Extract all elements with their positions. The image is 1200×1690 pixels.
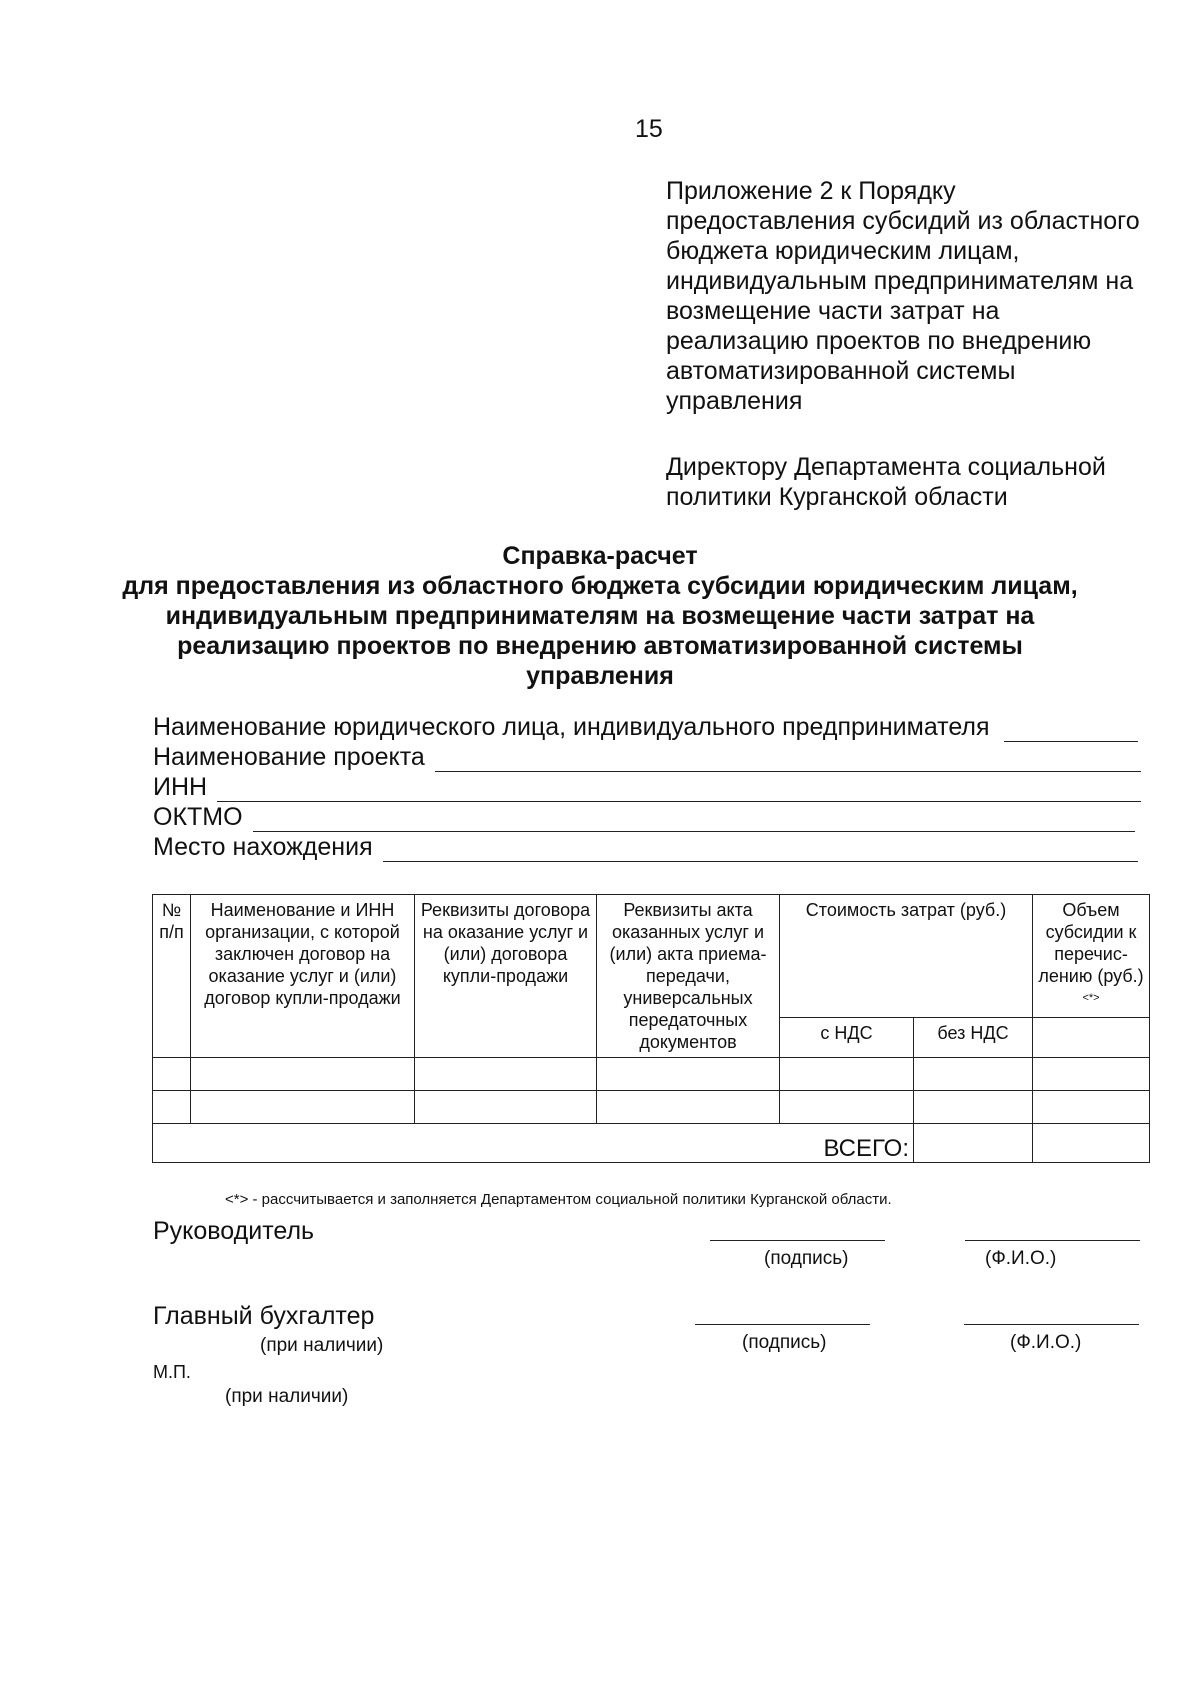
chief-accountant-title: Главный бухгалтер xyxy=(153,1302,375,1330)
header-number: № п/п xyxy=(153,895,191,1058)
title-line: для предоставления из областного бюджета субсидии юридическим лицам, xyxy=(122,572,1078,600)
document-title xyxy=(100,541,1100,691)
annex-line: автоматизированной системы xyxy=(666,357,1016,385)
table-cell[interactable] xyxy=(153,1091,191,1124)
annex-line: предоставления субсидий из областного xyxy=(666,207,1140,235)
chief-accountant-note: (при наличии) xyxy=(260,1335,384,1356)
table-header-row xyxy=(153,895,1150,1018)
table-cell[interactable] xyxy=(1033,1091,1150,1124)
footnote: <*> - рассчитывается и заполняется Департаментом социальной политики Курганской области. xyxy=(225,1191,892,1208)
table-cell[interactable] xyxy=(914,1091,1033,1124)
annex-line: Приложение 2 к Порядку xyxy=(666,177,956,205)
head-signature-caption: (подпись) xyxy=(764,1248,849,1269)
total-subsidy-cell[interactable] xyxy=(1033,1124,1150,1163)
project-name-input-line[interactable] xyxy=(435,749,1141,772)
oktmo-label: ОКТМО xyxy=(153,803,243,831)
page-number: 15 xyxy=(635,115,663,143)
project-name-label: Наименование проекта xyxy=(153,743,425,771)
header-organization: Наименование и ИНН организации, с которой заключен договор на оказание услуг и (или) договор купли-продажи xyxy=(191,895,415,1058)
addressee xyxy=(666,452,1186,512)
table-total-row xyxy=(153,1124,1150,1163)
title-line: управления xyxy=(526,662,674,690)
title-line: индивидуальным предпринимателям на возмещение части затрат на xyxy=(165,602,1035,630)
table-cell[interactable] xyxy=(153,1058,191,1091)
table-cell[interactable] xyxy=(780,1058,914,1091)
table-cell[interactable] xyxy=(191,1091,415,1124)
org-name-field xyxy=(153,712,1138,742)
chief-accountant-signature-line[interactable] xyxy=(695,1324,870,1325)
table-cell[interactable] xyxy=(780,1091,914,1124)
addressee-line: политики Курганской области xyxy=(666,483,1008,511)
header-cost: Стоимость затрат (руб.) xyxy=(780,895,1033,1018)
header-cost-with-vat: с НДС xyxy=(780,1018,914,1058)
table-cell[interactable] xyxy=(914,1058,1033,1091)
chief-accountant-name-line[interactable] xyxy=(964,1324,1139,1325)
org-name-label: Наименование юридического лица, индивидуального предпринимателя xyxy=(153,713,990,741)
annex-line: управления xyxy=(666,387,803,415)
cost-table xyxy=(152,894,1150,1163)
header-subsidy-empty xyxy=(1033,1018,1150,1058)
table-cell[interactable] xyxy=(415,1058,597,1091)
location-field xyxy=(153,832,1138,862)
table-cell[interactable] xyxy=(191,1058,415,1091)
table-cell[interactable] xyxy=(597,1091,780,1124)
table-row xyxy=(153,1091,1150,1124)
total-label: ВСЕГО: xyxy=(153,1124,914,1163)
annex-reference xyxy=(666,176,1186,416)
annex-line: реализацию проектов по внедрению xyxy=(666,327,1092,355)
location-input-line[interactable] xyxy=(383,839,1138,862)
annex-line: возмещение части затрат на xyxy=(666,297,1000,325)
header-subsidy-label: Объем субсидии к перечис-лению (руб.) xyxy=(1038,900,1144,986)
table-cell[interactable] xyxy=(415,1091,597,1124)
seal-label: М.П. xyxy=(153,1362,191,1382)
location-label: Место нахождения xyxy=(153,833,373,861)
inn-label: ИНН xyxy=(153,773,208,801)
head-name-caption: (Ф.И.О.) xyxy=(985,1248,1057,1269)
head-signatory-title: Руководитель xyxy=(153,1217,315,1245)
footnote-mark: <*> xyxy=(1082,992,1100,1004)
header-subsidy xyxy=(1033,895,1150,1018)
oktmo-input-line[interactable] xyxy=(253,809,1135,832)
total-without-vat-cell[interactable] xyxy=(914,1124,1033,1163)
annex-line: индивидуальным предпринимателям на xyxy=(666,267,1134,295)
table-cell[interactable] xyxy=(1033,1058,1150,1091)
annex-line: бюджета юридическим лицам, xyxy=(666,237,1020,265)
table-cell[interactable] xyxy=(597,1058,780,1091)
header-contract-details: Реквизиты договора на оказание услуг и (или) договора купли-продажи xyxy=(415,895,597,1058)
project-name-field xyxy=(153,742,1141,772)
seal-note: (при наличии) xyxy=(225,1386,349,1407)
inn-field xyxy=(153,772,1141,802)
title-line: реализацию проектов по внедрению автоматизированной системы xyxy=(177,632,1023,660)
org-name-input-line[interactable] xyxy=(1004,719,1138,742)
oktmo-field xyxy=(153,802,1135,832)
table-row xyxy=(153,1058,1150,1091)
head-name-line[interactable] xyxy=(965,1240,1140,1241)
header-cost-without-vat: без НДС xyxy=(914,1018,1033,1058)
header-act-details: Реквизиты акта оказанных услуг и (или) акта приема-передачи, универсальных передаточных документов xyxy=(597,895,780,1058)
head-signature-line[interactable] xyxy=(710,1240,885,1241)
chief-accountant-name-caption: (Ф.И.О.) xyxy=(1010,1332,1082,1353)
addressee-line: Директору Департамента социальной xyxy=(666,453,1106,481)
inn-input-line[interactable] xyxy=(217,779,1141,802)
chief-accountant-signature-caption: (подпись) xyxy=(742,1332,827,1353)
title-line: Справка-расчет xyxy=(502,542,698,570)
